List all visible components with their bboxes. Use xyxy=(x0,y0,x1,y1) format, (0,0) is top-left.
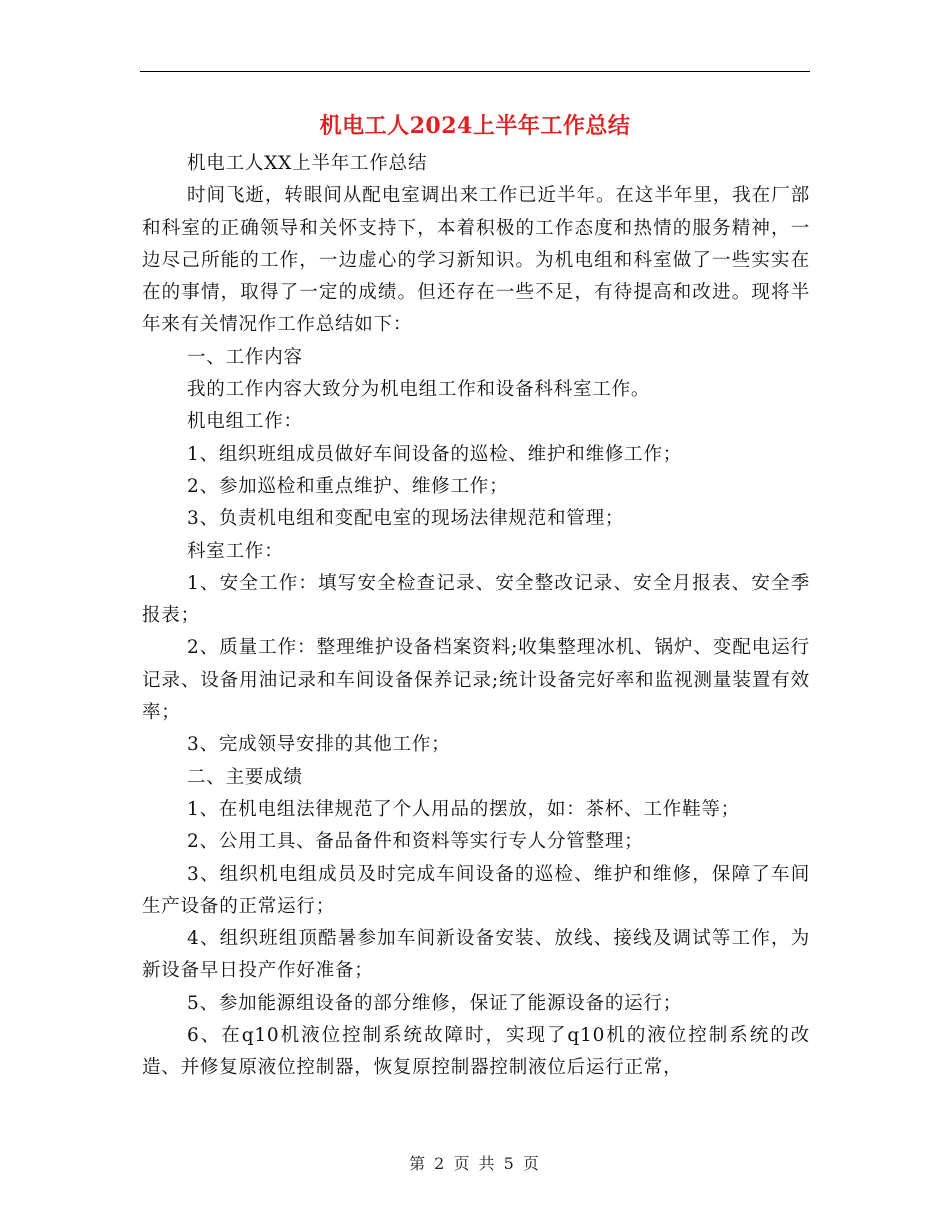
list-item: 2、参加巡检和重点维护、维修工作； xyxy=(187,475,509,497)
list-item: 5、参加能源组设备的部分维修，保证了能源设备的运行； xyxy=(187,992,683,1014)
subheading-office-work: 科室工作： xyxy=(187,540,284,562)
list-item: 3、组织机电组成员及时完成车间设备的巡检、维护和维修，保障了车间生产设备的正常运行； xyxy=(142,863,810,917)
list-item: 3、负责机电组和变配电室的现场法律规范和管理； xyxy=(187,508,625,530)
list-item: 2、质量工作：整理维护设备档案资料;收集整理冰机、锅炉、变配电运行记录、设备用油记录和车间设备保养记录;统计设备完好率和监视测量装置有效率； xyxy=(142,637,810,724)
header-rule xyxy=(140,71,810,72)
paragraph-subtitle: 机电工人XX上半年工作总结 xyxy=(187,153,428,174)
paragraph-intro: 时间飞逝，转眼间从配电室调出来工作已近半年。在这半年里，我在厂部和科室的正确领导和关怀支持下，本着积极的工作态度和热情的服务精神，一边尽己所能的工作，一边虚心的学习新知识。为机电组和科室做了一些实实在在的事情，取得了一定的成绩。但还存在一些不足，有待提高和改进。现将半年来有关情况作工作总结如下： xyxy=(142,185,810,336)
list-item: 3、完成领导安排的其他工作； xyxy=(187,734,451,756)
list-item: 1、在机电组法律规范了个人用品的摆放，如：茶杯、工作鞋等； xyxy=(187,798,740,820)
subheading-electromechanical-group: 机电组工作： xyxy=(187,411,303,433)
document-title: 机电工人2024上半年工作总结 xyxy=(319,113,631,139)
paragraph-work-overview: 我的工作内容大致分为机电组工作和设备科科室工作。 xyxy=(187,379,651,401)
list-item: 1、组织班组成员做好车间设备的巡检、维护和维修工作； xyxy=(187,443,683,465)
list-item: 1、安全工作：填写安全检查记录、安全整改记录、安全月报表、安全季报表； xyxy=(142,572,810,627)
list-item: 4、组织班组顶酷暑参加车间新设备安装、放线、接线及调试等工作，为新设备早日投产作好准备； xyxy=(142,928,810,982)
list-item: 6、在q10机液位控制系统故障时，实现了q10机的液位控制系统的改造、并修复原液位控制器，恢复原控制器控制液位后运行正常， xyxy=(142,1025,810,1079)
document-body xyxy=(142,148,810,1085)
page-number: 第 2 页 共 5 页 xyxy=(409,1154,541,1173)
section-heading-achievements: 二、主要成绩 xyxy=(187,766,303,788)
section-heading-work-content: 一、工作内容 xyxy=(187,346,303,368)
list-item: 2、公用工具、备品备件和资料等实行专人分管整理； xyxy=(187,831,644,853)
